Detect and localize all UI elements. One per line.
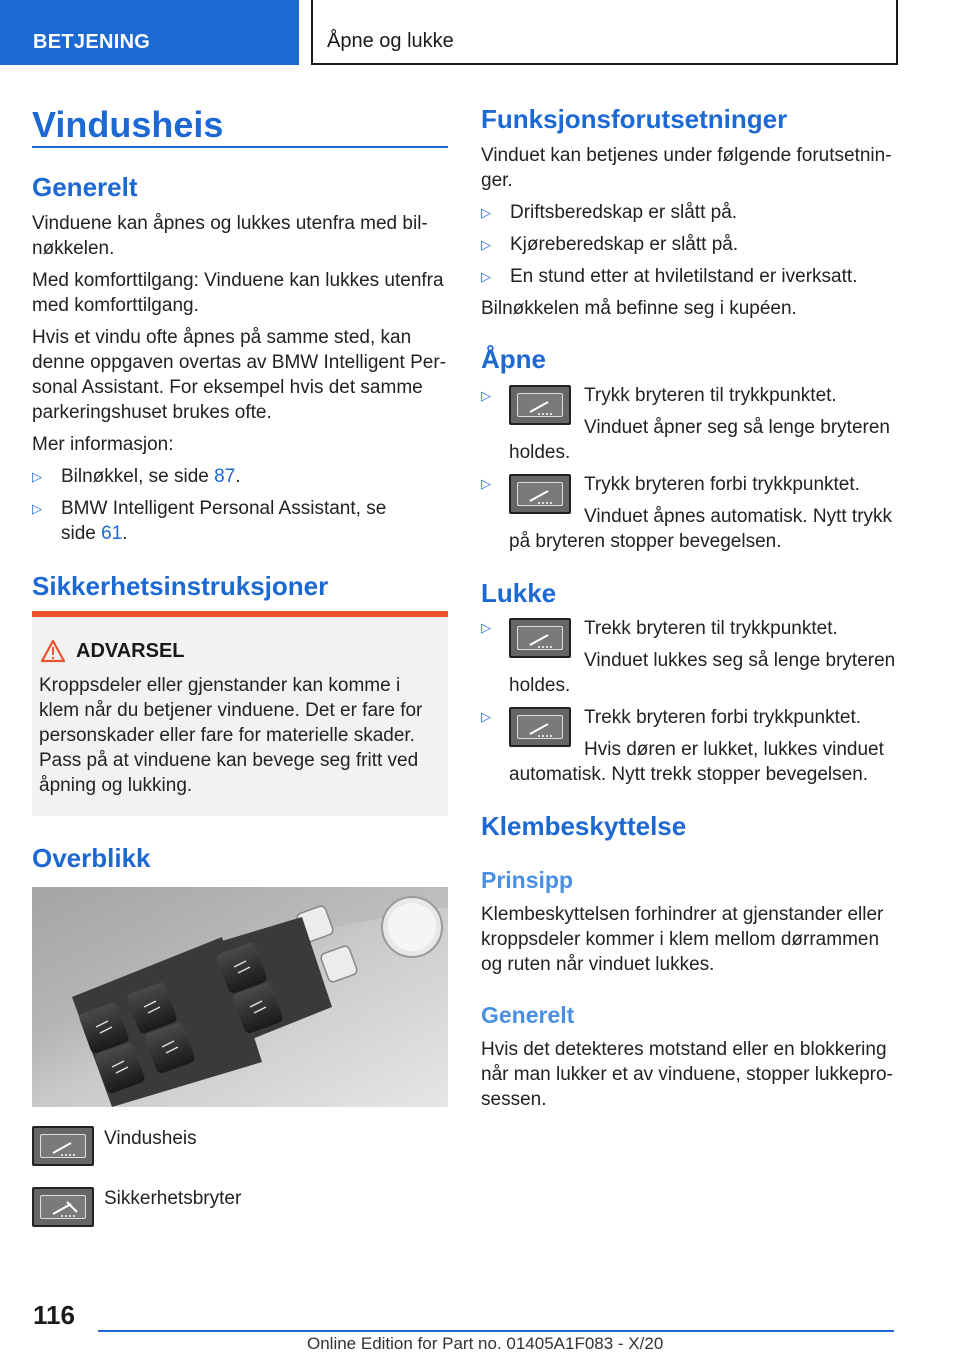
open-2b: Vinduet åpnes automatisk. Nytt trykk [584, 506, 893, 527]
warning-line: klem når du betjener vinduene. Det er fare for [39, 700, 423, 721]
para-3b: denne oppgaven overtas av BMW Intelligent Per- [32, 352, 447, 373]
condition-text: En stund etter at hviletilstand er iverksatt. [510, 266, 858, 287]
open-1a: Trykk bryteren til trykkpunktet. [584, 385, 837, 406]
close-heading: Lukke [481, 578, 557, 608]
para-2a: Med komforttilgang: Vinduene kan lukkes utenfra [32, 270, 444, 291]
close-1c: holdes. [509, 675, 571, 696]
generelt-heading: Generelt [32, 172, 138, 202]
window-lift-icon [509, 707, 571, 747]
section-tab [0, 0, 299, 65]
safety-switch-icon [32, 1187, 94, 1227]
open-1c: holdes. [509, 442, 571, 463]
principle-heading: Prinsipp [481, 867, 574, 893]
general-heading: Generelt [481, 1002, 575, 1028]
para-3a: Hvis et vindu ofte åpnes på samme sted, kan [32, 327, 412, 348]
bullet-triangle-icon: ▷ [481, 269, 491, 284]
warning-line: personskader eller fare for materielle skader. [39, 725, 415, 746]
warning-line: Pass på at vinduene kan bevege seg fritt ved [39, 750, 419, 771]
para-3d: parkeringshuset brukes ofte. [32, 402, 272, 423]
principle-2: kroppsdeler kommer i klem mellom dørrammen [481, 929, 880, 950]
close-1b: Vinduet lukkes seg så lenge bryteren [584, 650, 896, 671]
window-lift-icon [509, 474, 571, 514]
footer-rule [98, 1330, 894, 1332]
bullet-triangle-icon: ▷ [481, 709, 491, 724]
principle-1: Klembeskyttelsen forhindrer at gjenstander eller [481, 904, 884, 925]
bullet-triangle-icon: ▷ [481, 205, 491, 220]
window-lift-icon [509, 385, 571, 425]
general-3: sessen. [481, 1089, 547, 1110]
safety-heading: Sikkerhetsinstruksjoner [32, 571, 329, 601]
bullet-text: side [61, 523, 102, 544]
key-note: Bilnøkkelen må befinne seg i kupéen. [481, 298, 797, 319]
warning-box [32, 617, 448, 816]
pinch-heading: Klembeskyttelse [481, 811, 687, 841]
chapter-tab [311, 0, 898, 65]
general-2: når man lukker et av vinduene, stopper lukkepro- [481, 1064, 893, 1085]
open-2a: Trykk bryteren forbi trykkpunktet. [584, 474, 860, 495]
page-title: Vindusheis [32, 104, 224, 145]
para-2b: med komforttilgang. [32, 295, 199, 316]
bullet-text: BMW Intelligent Personal Assistant, se [61, 498, 387, 519]
bullet-triangle-icon: ▷ [32, 501, 42, 516]
para-3c: sonal Assistant. For eksempel hvis det samme [32, 377, 423, 398]
warning-triangle-icon [40, 639, 66, 663]
close-2a: Trekk bryteren forbi trykkpunktet. [584, 707, 862, 728]
close-2b: Hvis døren er lukket, lukkes vinduet [584, 739, 884, 760]
title-rule [32, 146, 448, 148]
para-1b: nøkkelen. [32, 238, 115, 259]
condition-text: Kjøreberedskap er slått på. [510, 234, 739, 255]
legend-safety-switch: Sikkerhetsbryter [104, 1188, 242, 1209]
para-1a: Vinduene kan åpnes og lukkes utenfra med bil- [32, 213, 428, 234]
func-text-a: Vinduet kan betjenes under følgende forutsetnin- [481, 145, 892, 166]
window-lift-icon [32, 1126, 94, 1166]
warning-label: ADVARSEL [76, 640, 185, 662]
window-lift-icon [509, 618, 571, 658]
bullet-triangle-icon: ▷ [481, 237, 491, 252]
bullet-triangle-icon: ▷ [481, 620, 491, 635]
general-1: Hvis det detekteres motstand eller en blokkering [481, 1039, 887, 1060]
door-switch-photo [32, 887, 448, 1107]
more-info: Mer informasjon: [32, 434, 174, 455]
warning-line: Kroppsdeler eller gjenstander kan komme i [39, 675, 401, 696]
chapter-label: Åpne og lukke [327, 30, 454, 52]
edition-text: Online Edition for Part no. 01405A1F083 - X/20 [307, 1334, 664, 1353]
bullet-triangle-icon: ▷ [32, 469, 42, 484]
page-link-87[interactable]: 87 [214, 466, 236, 487]
overview-heading: Overblikk [32, 843, 151, 873]
principle-3: og ruten når vinduet lukkes. [481, 954, 715, 975]
func-text-b: ger. [481, 170, 513, 191]
bullet-triangle-icon: ▷ [481, 476, 491, 491]
section-label: BETJENING [33, 31, 151, 53]
open-heading: Åpne [481, 344, 546, 374]
open-1b: Vinduet åpner seg så lenge bryteren [584, 417, 890, 438]
func-heading: Funksjonsforutsetninger [481, 104, 788, 134]
page-link-61[interactable]: 61 [101, 523, 123, 544]
close-1a: Trekk bryteren til trykkpunktet. [584, 618, 838, 639]
close-2c: automatisk. Nytt trekk stopper bevegelsen. [509, 764, 869, 785]
bullet-text: Bilnøkkel, se side [61, 466, 215, 487]
legend-window-lift: Vindusheis [104, 1128, 197, 1149]
page-number: 116 [33, 1300, 75, 1330]
warning-text [39, 673, 439, 798]
bullet-triangle-icon: ▷ [481, 388, 491, 403]
condition-text: Driftsberedskap er slått på. [510, 202, 738, 223]
warning-line: åpning og lukking. [39, 775, 193, 796]
open-2c: på bryteren stopper bevegelsen. [509, 531, 782, 552]
